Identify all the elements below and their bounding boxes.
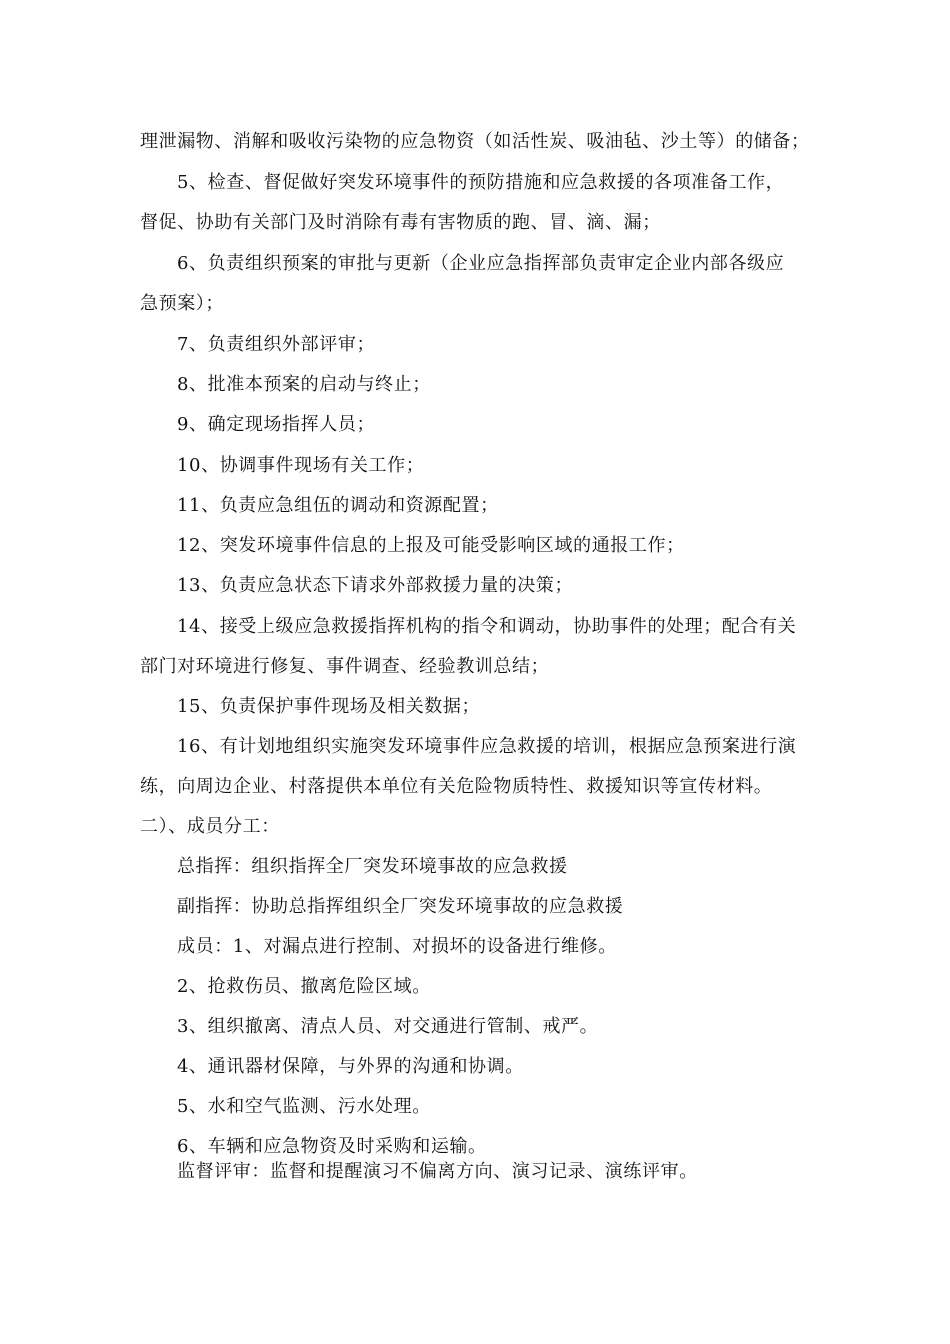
text-line-members-1: 成员：1、对漏点进行控制、对损坏的设备进行维修。 xyxy=(177,936,617,957)
text-line-item-6: 6、负责组织预案的审批与更新（企业应急指挥部负责审定企业内部各级应 xyxy=(177,253,785,274)
text-line-item-16: 16、有计划地组织实施突发环境事件应急救援的培训，根据应急预案进行演 xyxy=(177,736,797,757)
text-line-item-11: 11、负责应急组伍的调动和资源配置； xyxy=(177,495,499,516)
text-line-item-13: 13、负责应急状态下请求外部救援力量的决策； xyxy=(177,575,574,596)
text-line-item-15: 15、负责保护事件现场及相关数据； xyxy=(177,696,481,717)
text-line-deputy-commander: 副指挥：协助总指挥组织全厂突发环境事故的应急救援 xyxy=(177,896,624,917)
text-line-supervision: 监督评审：监督和提醒演习不偏离方向、演习记录、演练评审。 xyxy=(177,1161,698,1182)
text-line-members-3: 3、组织撤离、清点人员、对交通进行管制、戒严。 xyxy=(177,1016,599,1037)
text-line-emergency-materials-cont: 理泄漏物、消解和吸收污染物的应急物资（如活性炭、吸油毡、沙土等）的储备； xyxy=(140,131,810,152)
section-heading-member-roles: 二）、成员分工： xyxy=(140,816,280,837)
text-line-item-10: 10、协调事件现场有关工作； xyxy=(177,455,425,476)
text-line-item-7: 7、负责组织外部评审； xyxy=(177,334,376,355)
text-line-item-12: 12、突发环境事件信息的上报及可能受影响区域的通报工作； xyxy=(177,535,685,556)
text-line-item-5-cont: 督促、协助有关部门及时消除有毒有害物质的跑、冒、滴、漏； xyxy=(140,212,661,233)
text-line-members-6: 6、车辆和应急物资及时采购和运输。 xyxy=(177,1136,487,1157)
text-line-members-4: 4、通讯器材保障，与外界的沟通和协调。 xyxy=(177,1056,524,1077)
text-line-commander: 总指挥：组织指挥全厂突发环境事故的应急救援 xyxy=(177,856,568,877)
text-line-item-5: 5、检查、督促做好突发环境事件的预防措施和应急救援的各项准备工作， xyxy=(177,172,785,193)
text-line-item-6-cont: 急预案）； xyxy=(140,293,224,314)
text-line-item-8: 8、批准本预案的启动与终止； xyxy=(177,374,431,395)
text-line-members-2: 2、抢救伤员、撤离危险区域。 xyxy=(177,976,431,997)
text-line-item-14: 14、接受上级应急救援指挥机构的指令和调动，协助事件的处理；配合有关 xyxy=(177,616,797,637)
text-line-item-16-cont: 练，向周边企业、村落提供本单位有关危险物质特性、救援知识等宣传材料。 xyxy=(140,776,773,797)
text-line-members-5: 5、水和空气监测、污水处理。 xyxy=(177,1096,431,1117)
text-line-item-14-cont: 部门对环境进行修复、事件调查、经验教训总结； xyxy=(140,656,550,677)
text-line-item-9: 9、确定现场指挥人员； xyxy=(177,414,376,435)
